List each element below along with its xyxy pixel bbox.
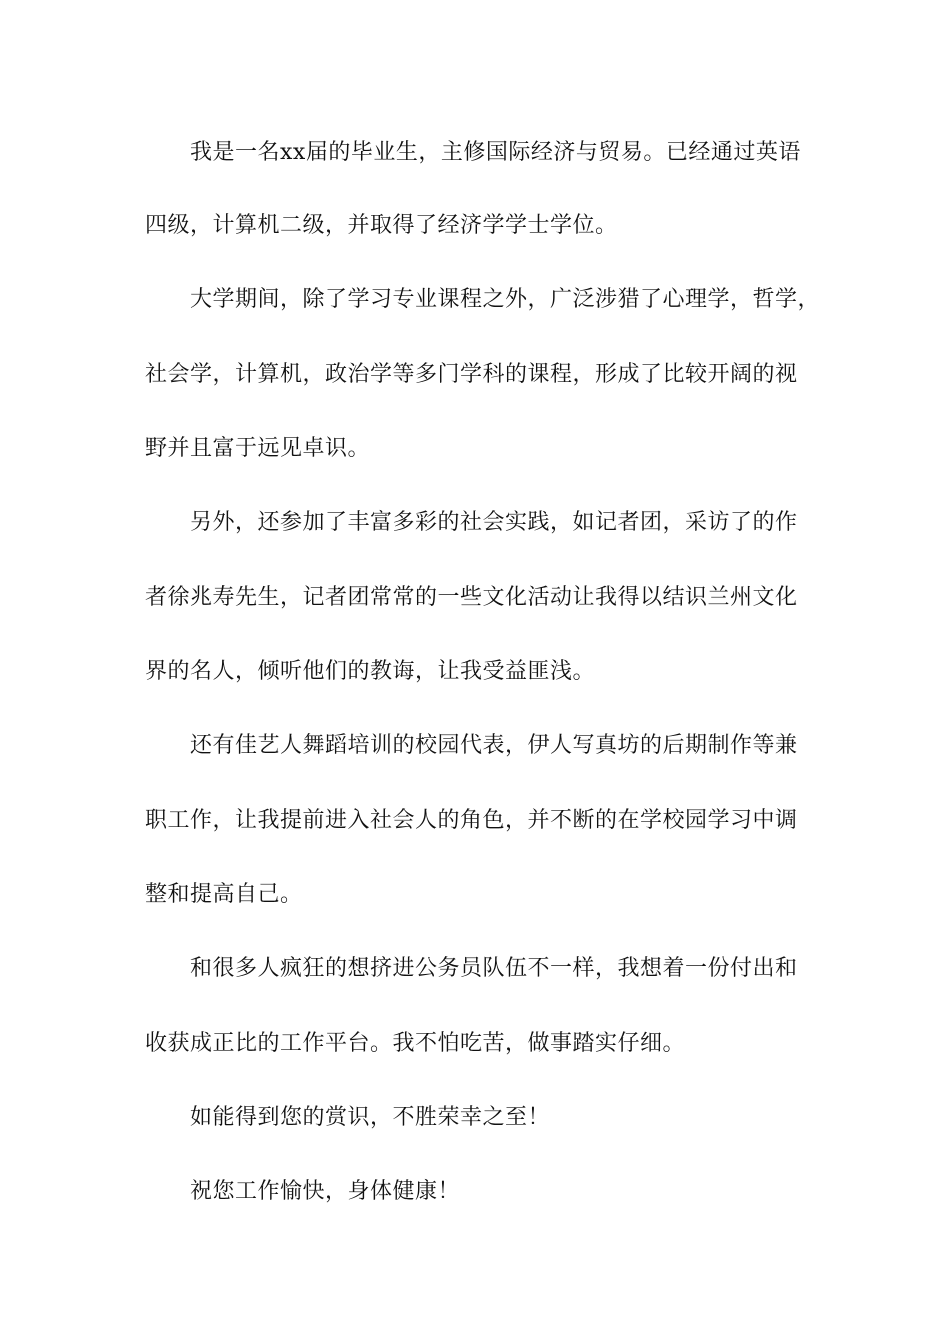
paragraph-1-line-2: 四级，计算机二级，并取得了经济学学士学位。 [145,213,618,238]
paragraph-3-line-2: 者徐兆寿先生，记者团常常的一些文化活动让我得以结识兰州文化 [145,585,798,610]
paragraph-2-line-3: 野并且富于远见卓识。 [145,436,371,461]
paragraph-4-line-3: 整和提高自己。 [145,882,303,907]
paragraph-6-line-1: 如能得到您的赏识，不胜荣幸之至！ [190,1105,551,1130]
paragraph-2-line-2: 社会学，计算机，政治学等多门学科的课程，形成了比较开阔的视 [145,362,798,387]
paragraph-3-line-3: 界的名人，倾听他们的教诲，让我受益匪浅。 [145,659,596,684]
paragraph-1-line-1: 我是一名xx届的毕业生，主修国际经济与贸易。已经通过英语 [190,140,801,165]
paragraph-4-line-1: 还有佳艺人舞蹈培训的校园代表，伊人写真坊的后期制作等兼 [190,733,798,758]
paragraph-2-line-1: 大学期间，除了学习专业课程之外，广泛涉猎了心理学，哲学， [190,287,821,312]
paragraph-5-line-2: 收获成正比的工作平台。我不怕吃苦，做事踏实仔细。 [145,1031,686,1056]
paragraph-5-line-1: 和很多人疯狂的想挤进公务员队伍不一样，我想着一份付出和 [190,956,798,981]
paragraph-7-line-1: 祝您工作愉快，身体健康！ [190,1179,461,1204]
paragraph-4-line-2: 职工作，让我提前进入社会人的角色，并不断的在学校园学习中调 [145,808,798,833]
paragraph-3-line-1: 另外，还参加了丰富多彩的社会实践，如记者团，采访了的作 [190,510,798,535]
